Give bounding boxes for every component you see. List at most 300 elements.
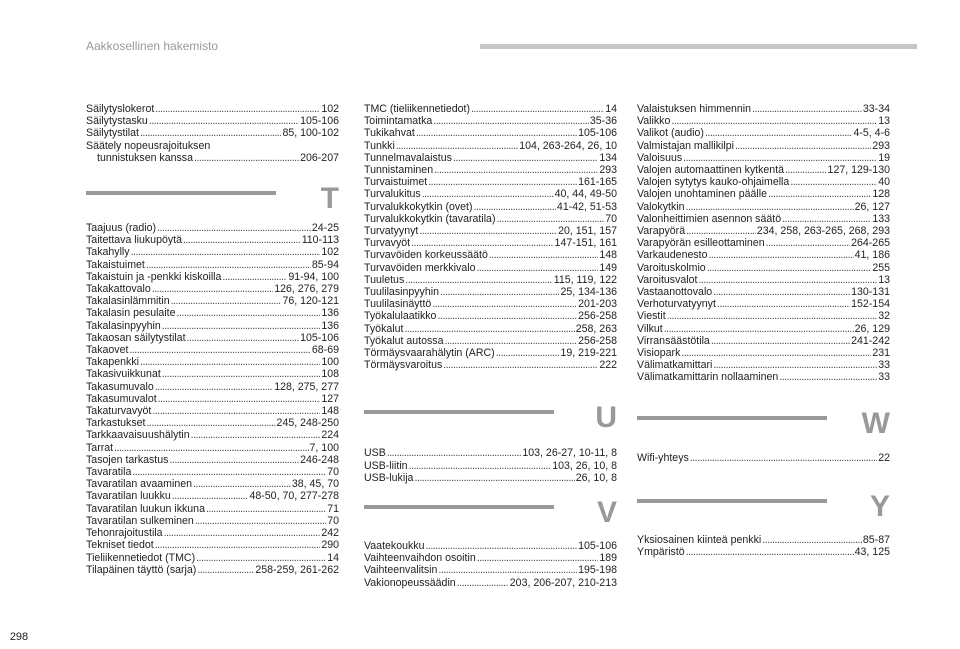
entry-leader-dots — [445, 335, 578, 347]
index-entry — [86, 271, 339, 283]
index-entry — [637, 237, 890, 249]
entry-pages: 256-258 — [578, 310, 617, 323]
section-rule — [364, 410, 554, 414]
entry-term: Tavaratilan avaaminen — [86, 478, 192, 491]
entry-pages: 33 — [878, 359, 890, 372]
entry-pages: 130-131 — [851, 286, 890, 299]
entry-leader-dots — [443, 359, 598, 371]
entry-pages: 104, 263-264, 26, 10 — [519, 139, 617, 152]
entry-term: Takaistuin ja -penkki kiskoilla — [86, 270, 222, 283]
entry-leader-dots — [422, 188, 554, 200]
entry-leader-dots — [474, 201, 556, 213]
entry-pages: 102 — [321, 103, 339, 115]
entry-leader-dots — [752, 103, 862, 115]
index-entry — [364, 262, 617, 274]
entry-leader-dots — [762, 534, 862, 546]
entry-term: Turvalukkokytkin (ovet) — [364, 200, 473, 213]
entry-term: Valikko — [637, 115, 671, 128]
index-entry — [637, 452, 890, 464]
entry-term: Takalasin pesulaite — [86, 307, 176, 320]
index-entry — [364, 335, 617, 347]
entry-term: Tarkastukset — [86, 417, 146, 430]
entry-pages: 41, 186 — [854, 249, 890, 262]
section-heading-w — [637, 384, 890, 452]
entry-leader-dots — [496, 213, 604, 225]
entry-leader-dots — [686, 546, 854, 558]
entry-term: Tarrat — [86, 441, 114, 454]
entry-leader-dots — [708, 249, 853, 261]
page-number: 298 — [9, 631, 29, 643]
entry-term: Toimintamatka — [364, 115, 433, 128]
entry-pages: 264-265 — [851, 237, 890, 250]
entry-term: Tunnelmavalaistus — [364, 151, 452, 164]
entry-term: Takasumuvalo — [86, 380, 154, 393]
entry-pages: 13 — [878, 273, 890, 286]
entry-term: Takaistuimet — [86, 258, 145, 271]
entry-pages: 222 — [599, 359, 617, 372]
entry-leader-dots — [196, 552, 326, 564]
index-entry — [637, 201, 890, 213]
entry-pages: 258, 263 — [575, 322, 617, 335]
index-entry — [86, 320, 339, 332]
index-entry — [637, 335, 890, 347]
index-entry — [637, 298, 890, 310]
index-entry — [86, 259, 339, 271]
entry-pages: 19 — [878, 151, 890, 164]
entry-pages: 126, 276, 279 — [274, 283, 339, 296]
entry-leader-dots — [453, 152, 598, 164]
entry-pages: 38, 45, 70 — [291, 478, 339, 491]
entry-term: Tavaratilan sulkeminen — [86, 514, 194, 527]
entry-leader-dots — [193, 478, 291, 490]
entry-term: Turvavöiden korkeussäätö — [364, 249, 488, 262]
entry-leader-dots — [129, 344, 310, 356]
entry-term: Tunnistaminen — [364, 164, 434, 177]
index-entry — [86, 490, 339, 502]
entry-pages: 245, 248-250 — [276, 417, 339, 430]
entry-term: Turvatyynyt — [364, 225, 419, 238]
entry-leader-dots — [387, 447, 522, 459]
entry-pages: 136 — [321, 307, 339, 320]
index-entry — [86, 405, 339, 417]
index-entry — [637, 286, 890, 298]
index-entry — [364, 274, 617, 286]
entry-leader-dots — [140, 356, 320, 368]
index-entry — [364, 176, 617, 188]
entry-leader-dots — [785, 164, 827, 176]
entry-leader-dots — [683, 152, 877, 164]
entry-leader-dots — [768, 188, 871, 200]
entry-term-line1: Säätely nopeusrajoituksen — [86, 139, 211, 152]
index-entry — [86, 234, 339, 246]
entry-term: Taajuus (radio) — [86, 222, 157, 235]
entry-group-u — [364, 447, 617, 484]
entry-term: Valonheittimien asennon säätö — [637, 212, 782, 225]
index-entry — [637, 115, 890, 127]
entry-term: Takalasinpyyhin — [86, 319, 161, 332]
entry-pages: 13 — [878, 115, 890, 128]
index-entry — [364, 472, 617, 484]
entry-pages: 148 — [599, 249, 617, 262]
entry-leader-dots — [114, 442, 308, 454]
entry-pages: 148 — [321, 405, 339, 418]
entry-term: Työkalut — [364, 322, 404, 335]
entry-pages: 85, 100-102 — [282, 127, 339, 140]
index-entry — [637, 310, 890, 322]
entry-term: Vaihteenvalitsin — [364, 564, 438, 577]
index-entry — [86, 295, 339, 307]
entry-leader-dots — [197, 564, 254, 576]
entry-group-y — [637, 534, 890, 558]
entry-pages: 14 — [605, 103, 617, 115]
entry-pages: 256-258 — [578, 334, 617, 347]
index-entry — [364, 564, 617, 576]
entry-pages: 105-106 — [578, 540, 617, 553]
entry-pages: 195-198 — [578, 564, 617, 577]
entry-term: Takapenkki — [86, 356, 139, 369]
entry-pages: 147-151, 161 — [554, 237, 617, 250]
entry-leader-dots — [432, 298, 577, 310]
index-entry — [364, 540, 617, 552]
entry-leader-dots — [437, 310, 577, 322]
entry-term: Varapyörän esilleottaminen — [637, 237, 765, 250]
index-entry — [86, 393, 339, 405]
section-heading-y — [637, 464, 890, 534]
entry-pages: 110-113 — [301, 234, 339, 247]
entry-pages: 293 — [872, 139, 890, 152]
index-entry — [86, 515, 339, 527]
entry-leader-dots — [158, 393, 321, 405]
entry-term: Takaosan säilytystilat — [86, 331, 186, 344]
index-entry — [364, 188, 617, 200]
index-entry — [86, 539, 339, 551]
entry-leader-dots — [195, 515, 326, 527]
entry-term: Valmistajan mallikilpi — [637, 139, 734, 152]
index-entry — [364, 359, 617, 371]
index-entry — [86, 307, 339, 319]
entry-group-w — [637, 452, 890, 464]
entry-pages: 22 — [878, 451, 890, 464]
entry-pages: 127, 129-130 — [827, 164, 890, 177]
entry-term: Tavaratilan luukun ikkuna — [86, 502, 205, 515]
index-entry — [364, 249, 617, 261]
entry-leader-dots — [140, 127, 281, 139]
entry-pages: 115, 119, 122 — [553, 273, 617, 286]
section-letter: T — [320, 182, 339, 216]
index-entry — [364, 310, 617, 322]
entry-leader-dots — [664, 323, 854, 335]
index-entry — [637, 188, 890, 200]
entry-pages: 43, 125 — [854, 546, 890, 559]
entry-term: Vastaanottovalo — [637, 286, 713, 299]
index-entry — [86, 478, 339, 490]
index-entry — [637, 546, 890, 558]
entry-pages: 70 — [327, 514, 339, 527]
entry-term: Takasumuvalot — [86, 392, 157, 405]
entry-term: Vakionopeussäädin — [364, 576, 456, 589]
entry-leader-dots — [206, 503, 326, 515]
index-entry — [364, 347, 617, 359]
entry-term: Tukikahvat — [364, 127, 415, 140]
entry-leader-dots — [705, 127, 853, 139]
entry-term: Tekniset tiedot — [86, 539, 154, 552]
index-entry — [86, 283, 339, 295]
entry-term: USB — [364, 447, 386, 460]
entry-line2 — [86, 152, 339, 164]
index-entry — [364, 127, 617, 139]
entry-pages: 203, 206-207, 210-213 — [509, 576, 617, 589]
entry-leader-dots — [671, 115, 877, 127]
entry-leader-dots — [496, 347, 560, 359]
entry-term: Tuulilasinpyyhin — [364, 286, 439, 299]
index-entry — [637, 359, 890, 371]
entry-pages: 133 — [872, 212, 890, 225]
index-entry — [364, 298, 617, 310]
index-entry — [86, 115, 339, 127]
index-entry — [637, 213, 890, 225]
index-entry — [637, 225, 890, 237]
entry-term: Viestit — [637, 310, 666, 323]
entry-leader-dots — [162, 368, 321, 380]
entry-term: Tavaratila — [86, 466, 132, 479]
index-entry-multiline — [86, 140, 339, 164]
entry-term: Takasivuikkunat — [86, 368, 161, 381]
entry-leader-dots — [157, 222, 311, 234]
entry-pages: 4-5, 4-6 — [853, 127, 890, 140]
index-entry — [86, 466, 339, 478]
index-entry — [86, 417, 339, 429]
entry-leader-dots — [735, 140, 871, 152]
section-heading-v — [364, 484, 617, 540]
entry-term: Turvalukkokytkin (tavaratila) — [364, 212, 496, 225]
entry-leader-dots — [438, 564, 577, 576]
entry-leader-dots — [152, 283, 273, 295]
entry-leader-dots — [713, 286, 850, 298]
entry-pages: 68-69 — [311, 344, 339, 357]
index-entry — [364, 577, 617, 589]
entry-pages: 91-94, 100 — [288, 270, 339, 283]
index-entry — [364, 237, 617, 249]
index-column-2 — [364, 103, 617, 589]
entry-term: Tilapäinen täyttö (sarja) — [86, 563, 197, 576]
index-entry — [637, 249, 890, 261]
entry-leader-dots — [766, 237, 851, 249]
entry-term: Valoisuus — [637, 151, 683, 164]
entry-pages: 35-36 — [589, 115, 617, 128]
index-entry — [364, 140, 617, 152]
entry-leader-dots — [396, 140, 518, 152]
entry-leader-dots — [183, 234, 301, 246]
entry-group-v-cont — [637, 103, 890, 384]
index-entry — [637, 371, 890, 383]
entry-pages: 241-242 — [851, 334, 890, 347]
index-entry — [86, 442, 339, 454]
entry-leader-dots — [171, 295, 282, 307]
entry-group-t — [86, 222, 339, 576]
entry-leader-dots — [713, 359, 877, 371]
index-column-3 — [637, 103, 890, 558]
entry-leader-dots — [457, 577, 509, 589]
index-entry — [637, 347, 890, 359]
entry-pages: 127 — [321, 392, 339, 405]
index-entry — [364, 115, 617, 127]
index-entry — [86, 503, 339, 515]
section-letter: W — [861, 406, 890, 440]
entry-pages: 33-34 — [862, 103, 890, 115]
index-entry — [86, 127, 339, 139]
entry-term: Varapyörä — [637, 225, 686, 238]
entry-leader-dots — [419, 225, 557, 237]
entry-pages: 161-165 — [578, 176, 617, 189]
entry-term: Valokytkin — [637, 200, 685, 213]
entry-term: Tuuletus — [364, 273, 405, 286]
entry-leader-dots — [686, 201, 854, 213]
entry-leader-dots — [425, 540, 577, 552]
index-entry — [364, 201, 617, 213]
entry-pages: 149 — [599, 261, 617, 274]
entry-leader-dots — [162, 320, 321, 332]
entry-leader-dots — [169, 454, 299, 466]
entry-term: Visiopark — [637, 347, 681, 360]
entry-leader-dots — [194, 152, 299, 164]
index-entry — [637, 164, 890, 176]
page-header-title: Aakkosellinen hakemisto — [86, 39, 219, 53]
entry-pages: 48-50, 70, 277-278 — [249, 490, 339, 503]
entry-term: Välimatkamittarin nollaaminen — [637, 371, 779, 384]
index-column-1 — [86, 103, 339, 576]
index-entry — [364, 225, 617, 237]
entry-leader-dots — [222, 271, 287, 283]
entry-leader-dots — [404, 323, 574, 335]
entry-pages: 105-106 — [300, 115, 339, 128]
entry-leader-dots — [155, 539, 321, 551]
section-letter: Y — [869, 489, 890, 523]
entry-pages: 41-42, 51-53 — [556, 200, 617, 213]
index-entry — [364, 552, 617, 564]
entry-pages: 85-94 — [311, 258, 339, 271]
section-letter: V — [596, 496, 617, 530]
entry-pages: 103, 26, 10, 8 — [552, 459, 617, 472]
entry-leader-dots — [152, 405, 320, 417]
entry-pages: 76, 120-121 — [282, 295, 339, 308]
entry-term: Valikot (audio) — [637, 127, 704, 140]
entry-leader-dots — [707, 262, 872, 274]
section-heading-u — [364, 371, 617, 447]
entry-pages: 128, 275, 277 — [274, 380, 339, 393]
entry-pages: 255 — [872, 261, 890, 274]
section-rule — [86, 191, 276, 195]
entry-leader-dots — [711, 335, 850, 347]
index-entry — [364, 213, 617, 225]
entry-term: Virransäästötila — [637, 334, 710, 347]
entry-term: Tavaratilan luukku — [86, 490, 171, 503]
entry-leader-dots — [471, 103, 604, 115]
entry-pages: 14 — [327, 551, 339, 564]
entry-leader-dots — [409, 460, 552, 472]
entry-term: Taitettava liukupöytä — [86, 234, 182, 247]
entry-pages: 25, 134-136 — [560, 286, 617, 299]
index-entry — [364, 164, 617, 176]
entry-leader-dots — [416, 127, 577, 139]
entry-leader-dots — [476, 262, 598, 274]
entry-leader-dots — [434, 164, 598, 176]
entry-term-line2: tunnistuksen kanssa — [97, 151, 193, 164]
entry-pages: 24-25 — [311, 222, 339, 235]
entry-pages: 26, 10, 8 — [575, 471, 617, 484]
entry-term: Turvalukitus — [364, 188, 421, 201]
entry-pages: 100 — [321, 356, 339, 369]
entry-term: Takahylly — [86, 246, 130, 259]
entry-term: Välimatkamittari — [637, 359, 713, 372]
entry-pages: 71 — [327, 502, 339, 515]
entry-term: Turvaistuimet — [364, 176, 428, 189]
entry-pages: 40, 44, 49-50 — [554, 188, 617, 201]
entry-term: Tuulilasinäyttö — [364, 298, 432, 311]
entry-pages: 40 — [878, 176, 890, 189]
entry-term: Takaturvavyöt — [86, 405, 152, 418]
entry-term: Tieliikennetiedot (TMC) — [86, 551, 196, 564]
entry-pages: 206-207 — [300, 151, 339, 164]
entry-pages: 201-203 — [578, 298, 617, 311]
entry-term: Varoituskolmio — [637, 261, 706, 274]
entry-leader-dots — [790, 176, 877, 188]
index-entry — [86, 344, 339, 356]
entry-group-t-cont — [364, 103, 617, 371]
entry-pages: 242 — [321, 527, 339, 540]
entry-pages: 108 — [321, 368, 339, 381]
index-entry — [364, 103, 617, 115]
entry-term: Valojen automaattinen kytkentä — [637, 164, 785, 177]
entry-leader-dots — [686, 225, 756, 237]
entry-leader-dots — [132, 466, 326, 478]
entry-pages: 293 — [599, 164, 617, 177]
entry-pages: 33 — [878, 371, 890, 384]
index-entry — [364, 460, 617, 472]
entry-term: Varoitusvalot — [637, 273, 698, 286]
index-entry — [637, 176, 890, 188]
entry-term: Törmäysvaarahälytin (ARC) — [364, 347, 495, 360]
index-entry — [637, 152, 890, 164]
index-entry — [637, 140, 890, 152]
section-heading-t — [86, 164, 339, 222]
index-entry — [86, 552, 339, 564]
entry-pages: 189 — [599, 552, 617, 565]
entry-leader-dots — [428, 176, 577, 188]
entry-pages: 246-248 — [300, 453, 339, 466]
entry-pages: 26, 127 — [854, 200, 890, 213]
entry-leader-dots — [149, 115, 299, 127]
entry-leader-dots — [146, 259, 311, 271]
entry-term: USB-lukija — [364, 471, 414, 484]
index-entry — [86, 222, 339, 234]
entry-pages: 85-87 — [862, 533, 890, 546]
entry-leader-dots — [191, 429, 321, 441]
entry-pages: 32 — [878, 310, 890, 323]
entry-leader-dots — [717, 298, 850, 310]
entry-term: Valojen sytytys kauko-ohjaimella — [637, 176, 790, 189]
entry-leader-dots — [477, 552, 599, 564]
entry-pages: 19, 219-221 — [560, 347, 617, 360]
entry-pages: 105-106 — [578, 127, 617, 140]
index-entry — [364, 323, 617, 335]
entry-leader-dots — [489, 249, 598, 261]
index-entry — [86, 246, 339, 258]
entry-leader-dots — [187, 332, 300, 344]
entry-group-v — [364, 540, 617, 589]
entry-leader-dots — [681, 347, 871, 359]
entry-term: Takakattovalo — [86, 283, 151, 296]
entry-term: Wifi-yhteys — [637, 451, 689, 464]
